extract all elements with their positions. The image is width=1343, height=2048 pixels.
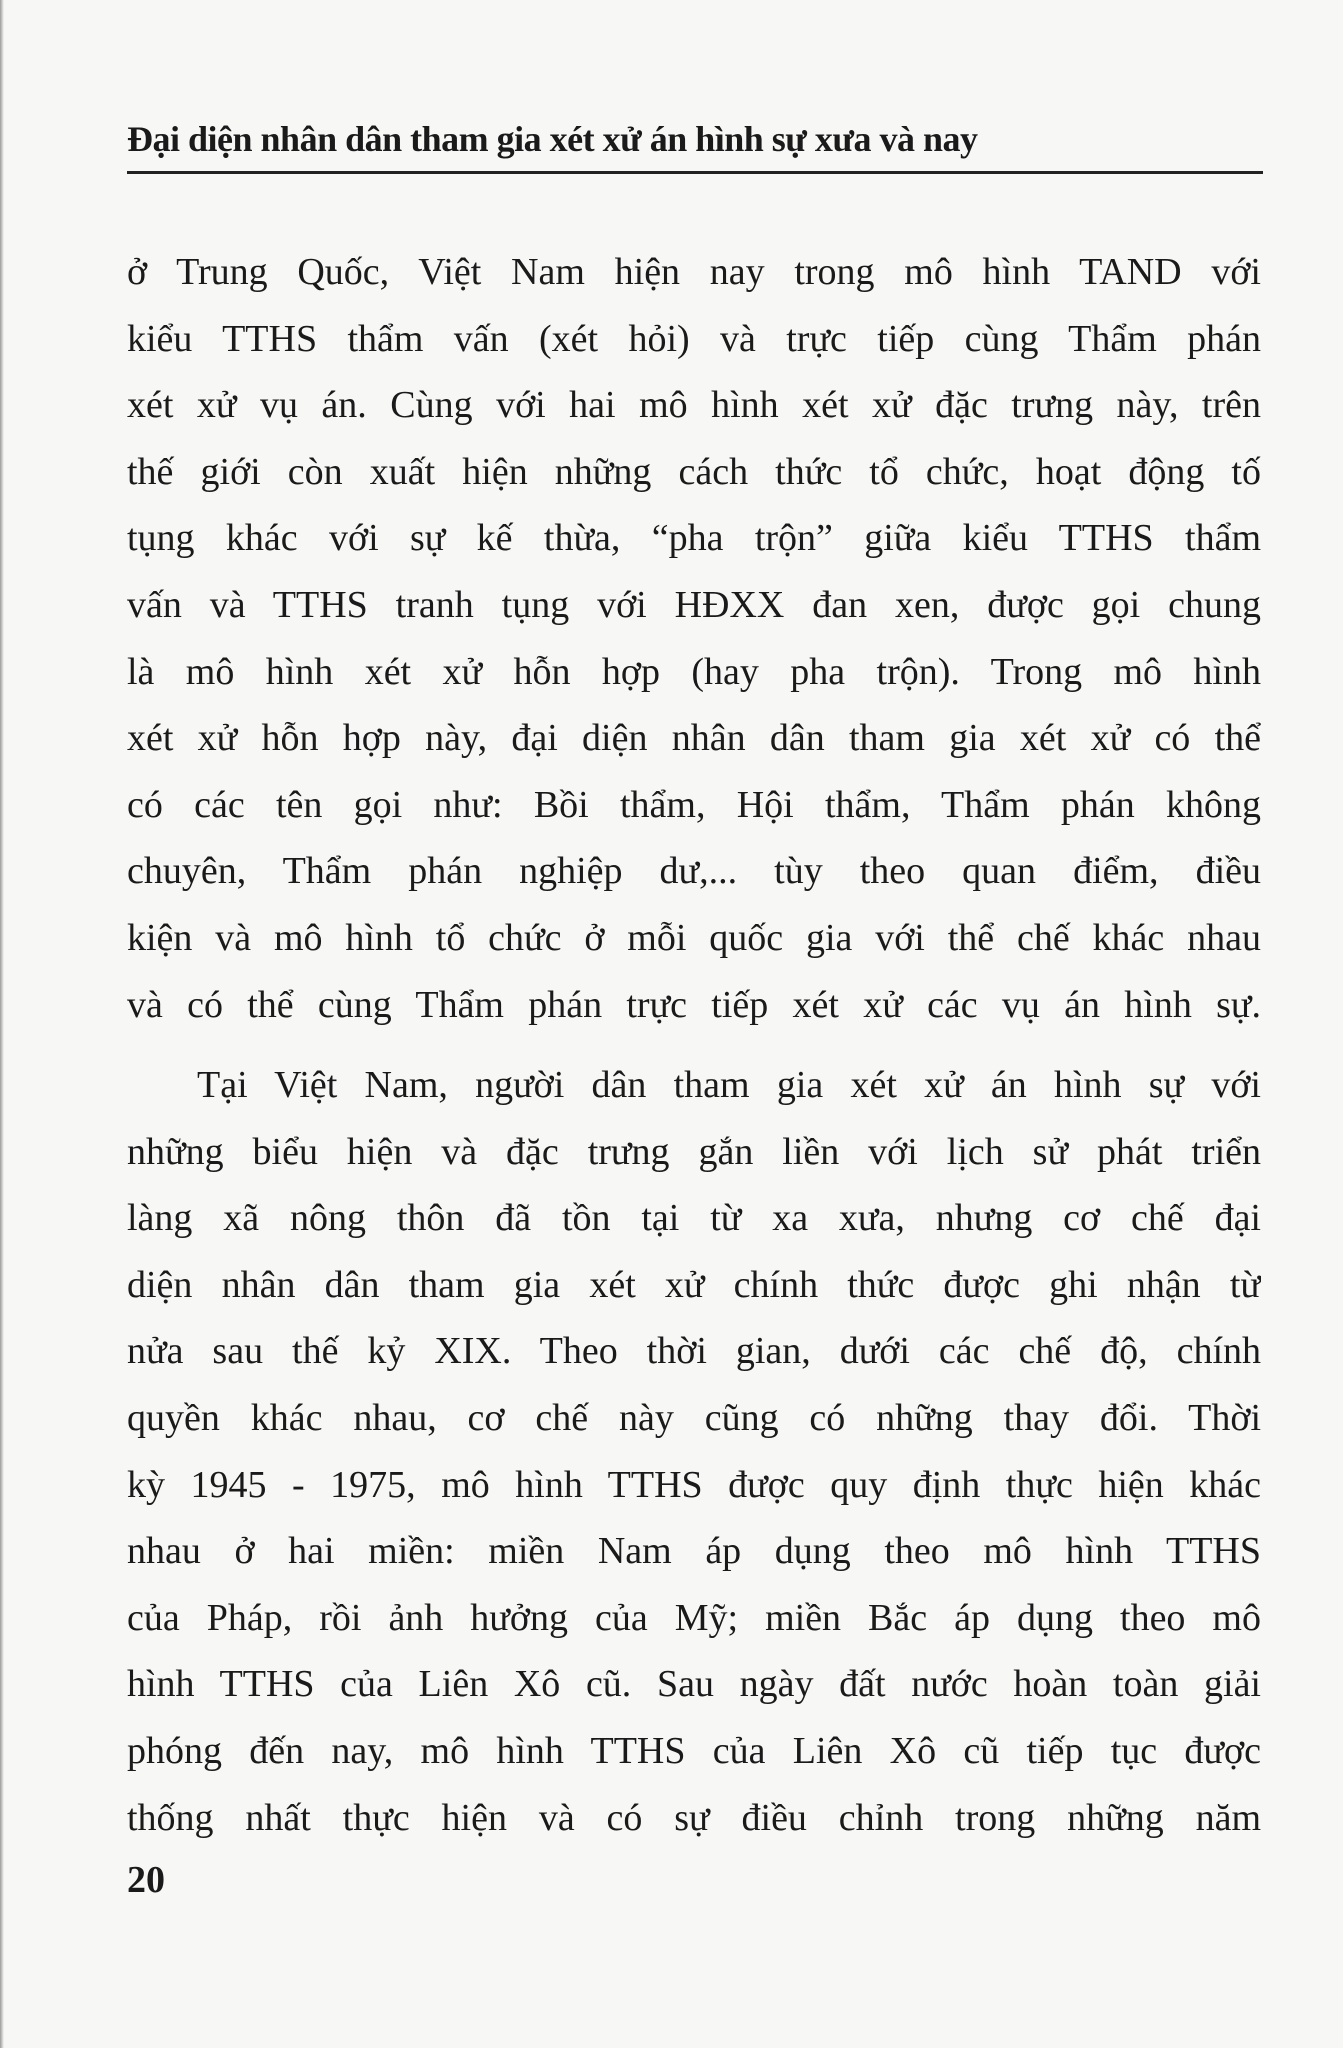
text-line: thống nhất thực hiện và có sự điều chỉnh trong những năm bbox=[127, 1796, 1261, 1839]
text-line: của Pháp, rồi ảnh hưởng của Mỹ; miền Bắc áp dụng theo mô bbox=[127, 1596, 1261, 1639]
text-line: xét xử vụ án. Cùng với hai mô hình xét xử đặc trưng này, trên bbox=[127, 384, 1261, 427]
text-line: vấn và TTHS tranh tụng với HĐXX đan xen, được gọi chung bbox=[127, 583, 1261, 626]
text-line: kiện và mô hình tổ chức ở mỗi quốc gia với thể chế khác nhau bbox=[127, 916, 1261, 959]
paragraph-2 bbox=[127, 1052, 1261, 1851]
text-line: làng xã nông thôn đã tồn tại từ xa xưa, nhưng cơ chế đại bbox=[127, 1197, 1261, 1240]
text-line: kỳ 1945 - 1975, mô hình TTHS được quy định thực hiện khác bbox=[127, 1463, 1261, 1506]
text-line: phóng đến nay, mô hình TTHS của Liên Xô cũ tiếp tục được bbox=[127, 1729, 1261, 1772]
text-line: ở Trung Quốc, Việt Nam hiện nay trong mô hình TAND với bbox=[127, 251, 1261, 293]
header-rule bbox=[127, 171, 1263, 174]
text-line: xét xử hỗn hợp này, đại diện nhân dân tham gia xét xử có thể bbox=[127, 717, 1261, 760]
running-header: Đại diện nhân dân tham gia xét xử án hình sự xưa và nay bbox=[127, 119, 978, 159]
text-line: Tại Việt Nam, người dân tham gia xét xử án hình sự với bbox=[197, 1064, 1261, 1106]
text-line: quyền khác nhau, cơ chế này cũng có những thay đổi. Thời bbox=[127, 1396, 1261, 1439]
text-line: có các tên gọi như: Bồi thẩm, Hội thẩm, Thẩm phán không bbox=[127, 783, 1261, 826]
text-line: thế giới còn xuất hiện những cách thức tổ chức, hoạt động tố bbox=[127, 450, 1261, 493]
text-line: là mô hình xét xử hỗn hợp (hay pha trộn). Trong mô hình bbox=[127, 650, 1261, 693]
text-line: kiểu TTHS thẩm vấn (xét hỏi) và trực tiếp cùng Thẩm phán bbox=[127, 317, 1261, 360]
text-line: chuyên, Thẩm phán nghiệp dư,... tùy theo quan điểm, điều bbox=[127, 850, 1261, 893]
page-edge-shadow bbox=[0, 0, 4, 2048]
page-number: 20 bbox=[127, 1859, 165, 1901]
text-line: tụng khác với sự kế thừa, “pha trộn” giữa kiểu TTHS thẩm bbox=[127, 517, 1261, 560]
paragraph-1 bbox=[127, 239, 1261, 1038]
text-line: diện nhân dân tham gia xét xử chính thức được ghi nhận từ bbox=[127, 1263, 1261, 1306]
text-line: và có thể cùng Thẩm phán trực tiếp xét xử các vụ án hình sự. bbox=[127, 983, 1261, 1026]
text-line: nhau ở hai miền: miền Nam áp dụng theo mô hình TTHS bbox=[127, 1530, 1261, 1573]
text-line: hình TTHS của Liên Xô cũ. Sau ngày đất nước hoàn toàn giải bbox=[127, 1663, 1261, 1706]
text-line: những biểu hiện và đặc trưng gắn liền với lịch sử phát triển bbox=[127, 1130, 1261, 1173]
text-line: nửa sau thế kỷ XIX. Theo thời gian, dưới các chế độ, chính bbox=[127, 1330, 1261, 1373]
